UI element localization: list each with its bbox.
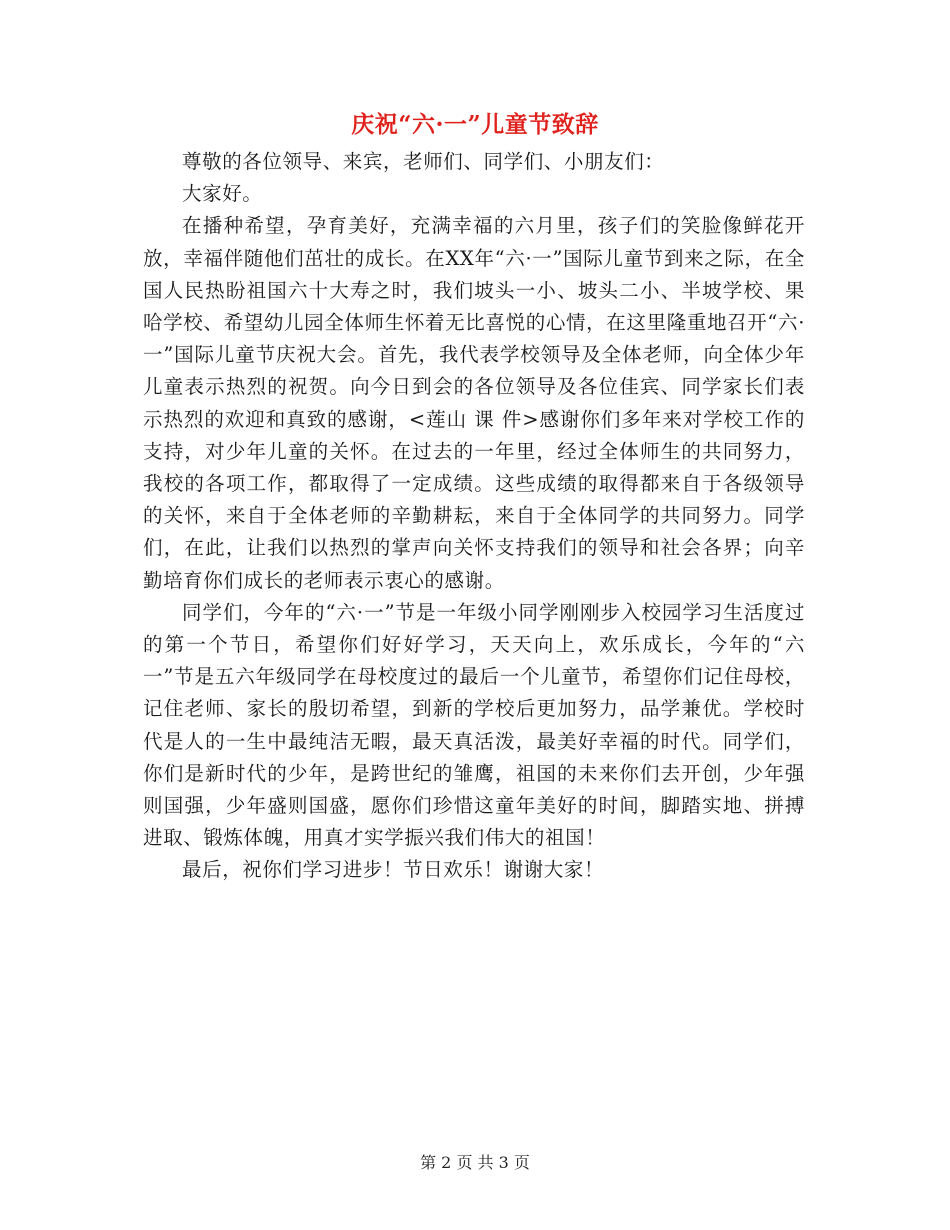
footer-mid: 页 共 [456,1153,494,1172]
document-title: 庆祝“六·一”儿童节致辞 [351,111,599,138]
body-paragraph-2: 同学们，今年的“六·一”节是一年级小同学刚刚步入校园学习生活度过的第一个节日，希望你们好好学习，天天向上，欢乐成长，今年的“六一”节是五六年级同学在母校度过的最后一个儿童节，希望你们记住母校，记住老师、家长的殷切希望，到新的学校后更加努力，品学兼优。学校时代是人的一生中最纯洁无暇，最天真活泼，最美好幸福的时代。同学们，你们是新时代的少年，是跨世纪的雏鹰，祖国的未来你们去开创，少年强则国强，少年盛则国盛，愿你们珍惜这童年美好的时间，脚踏实地、拼搏进取、锻炼体魄，用真才实学振兴我们伟大的祖国！ [143,600,805,850]
closing-paragraph: 最后，祝你们学习进步！节日欢乐！谢谢大家！ [182,858,605,882]
salutation-paragraph: 尊敬的各位领导、来宾，老师们、同学们、小朋友们： [182,150,665,173]
footer-page-number: 2 [441,1153,452,1172]
footer-suffix: 页 [513,1153,530,1172]
body-paragraph-1: 在播种希望，孕育美好，充满幸福的六月里，孩子们的笑脸像鲜花开放，幸福伴随他们茁壮的成长。在XX年“六·一”国际儿童节到来之际，在全国人民热盼祖国六十大寿之时，我们坡头一小、坡头二小、半坡学校、果哈学校、希望幼儿园全体师生怀着无比喜悦的心情，在这里隆重地召开“六·一”国际儿童节庆祝大会。首先，我代表学校领导及全体老师，向全体少年儿童表示热烈的祝贺。向今日到会的各位领导及各位佳宾、同学家长们表示热烈的欢迎和真致的感谢，<莲山 课 件>感谢你们多年来对学校工作的支持，对少年儿童的关怀。在过去的一年里，经过全体师生的共同努力，我校的各项工作，都取得了一定成绩。这些成绩的取得都来自于各级领导的关怀，来自于全体老师的辛勤耕耘，来自于全体同学的共同努力。同学们，在此，让我们以热烈的掌声向关怀支持我们的领导和社会各界；向辛勤培育你们成长的老师表示衷心的感谢。 [143,214,805,592]
greeting-paragraph: 大家好。 [182,182,263,206]
footer-page-total: 3 [498,1153,509,1172]
document-body [143,146,805,887]
footer-prefix: 第 [420,1153,437,1172]
page-footer [0,1153,950,1173]
